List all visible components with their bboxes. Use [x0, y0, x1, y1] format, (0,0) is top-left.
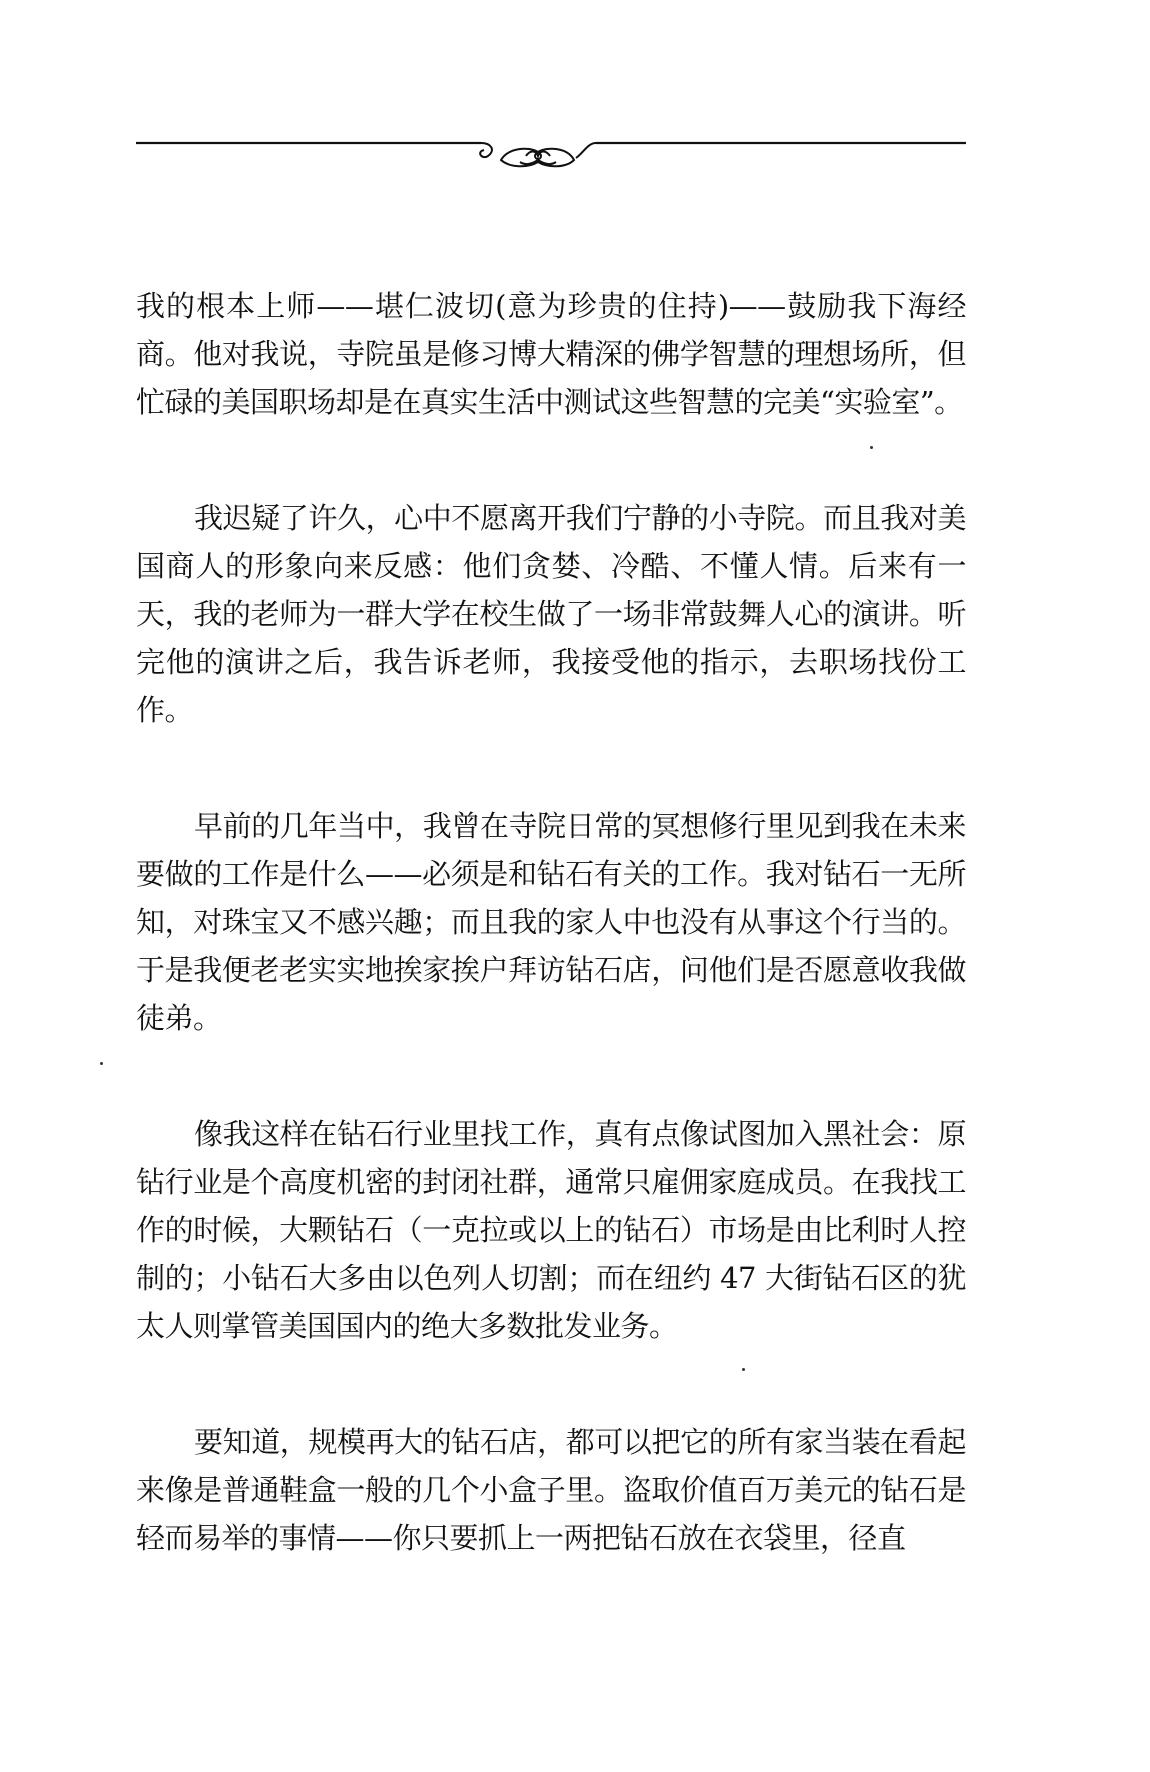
- scan-speck: [100, 1062, 103, 1065]
- scan-speck: [742, 1368, 745, 1371]
- paragraph-1: 我的根本上师——堪仁波切(意为珍贵的住持)——鼓励我下海经商。他对我说，寺院虽是修习博大精深的佛学智慧的理想场所，但忙碌的美国职场却是在真实生活中测试这些智慧的完美“实验室”。: [136, 289, 966, 419]
- paragraph-3: 早前的几年当中，我曾在寺院日常的冥想修行里见到我在未来要做的工作是什么——必须是和钻石有关的工作。我对钻石一无所知，对珠宝又不感兴趣；而且我的家人中也没有从事这个行当的。于是我便老老实实地挨家挨户拜访钻石店，问他们是否愿意收我做徒弟。: [136, 809, 966, 1035]
- paragraph-2: 我迟疑了许久，心中不愿离开我们宁静的小寺院。而且我对美国商人的形象向来反感：他们贪婪、冷酷、不懂人情。后来有一天，我的老师为一群大学在校生做了一场非常鼓舞人心的演讲。听完他的演讲之后，我告诉老师，我接受他的指示，去职场找份工作。: [136, 501, 966, 727]
- header-ornament-divider: [136, 138, 966, 198]
- page-body: [136, 282, 966, 1630]
- scan-speck: [870, 446, 873, 449]
- paragraph-4: 像我这样在钻石行业里找工作，真有点像试图加入黑社会：原钻行业是个高度机密的封闭社群，通常只雇佣家庭成员。在我找工作的时候，大颗钻石（一克拉或以上的钻石）市场是由比利时人控制的；小钻石大多由以色列人切割；而在纽约 47 大街钻石区的犹太人则掌管美国国内的绝大多数批发业务。: [136, 1117, 966, 1343]
- flourish-icon: [480, 143, 596, 166]
- paragraph-5: 要知道，规模再大的钻石店，都可以把它的所有家当装在看起来像是普通鞋盒一般的几个小盒子里。盗取价值百万美元的钻石是轻而易举的事情——你只要抓上一两把钻石放在衣袋里，径直: [136, 1425, 966, 1555]
